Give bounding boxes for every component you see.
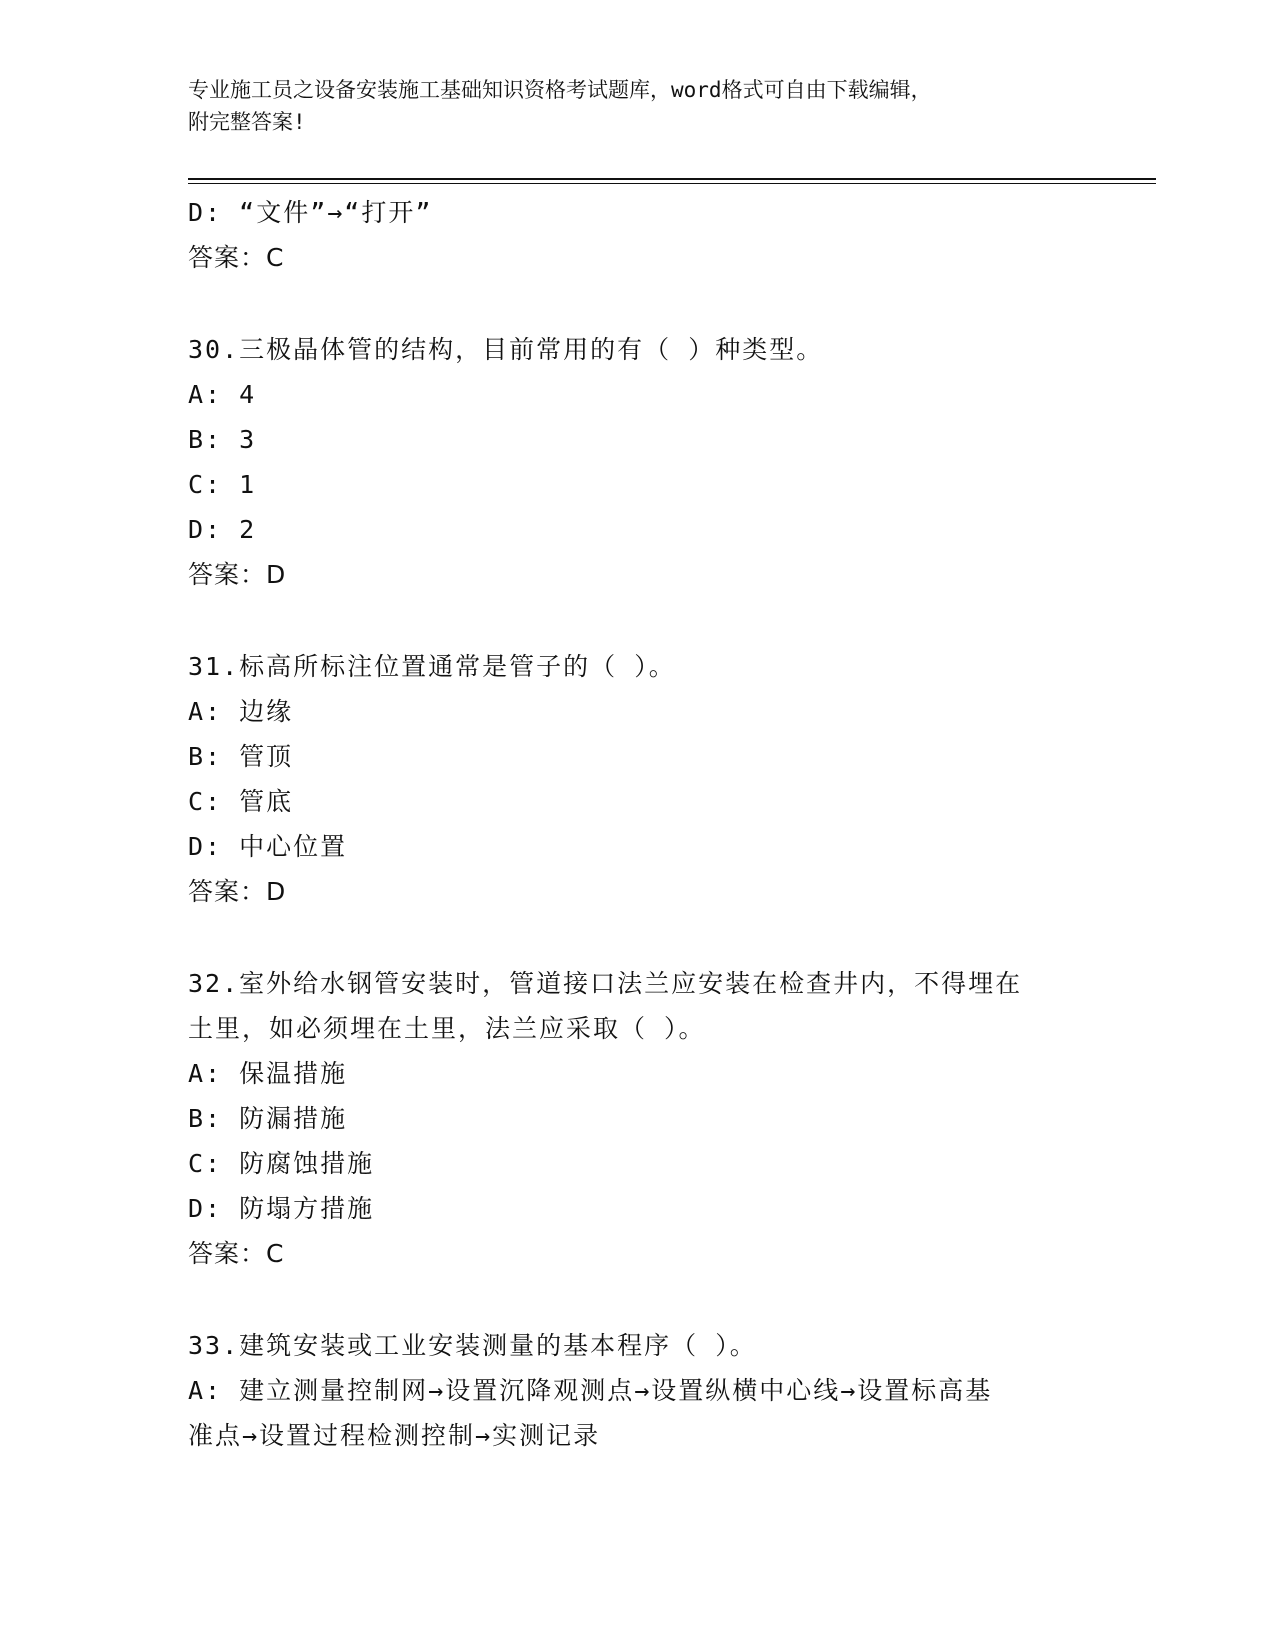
option-c: C: 1 <box>188 470 257 499</box>
answer: 答案：D <box>188 560 287 589</box>
option-a-line-2: 准点→设置过程检测控制→实测记录 <box>188 1421 601 1450</box>
answer: 答案：D <box>188 877 287 906</box>
header-divider-thick <box>188 178 1156 180</box>
question-30 <box>188 327 1088 597</box>
question-33 <box>188 1323 1088 1458</box>
option-a-line-1: A: 建立测量控制网→设置沉降观测点→设置纵横中心线→设置标高基 <box>188 1376 993 1405</box>
option-d: D: 2 <box>188 515 257 544</box>
option-b: B: 防漏措施 <box>188 1104 348 1133</box>
question-31 <box>188 644 1088 914</box>
question-list <box>188 190 1088 1458</box>
answer: 答案：C <box>188 1239 285 1268</box>
header-line-1: 专业施工员之设备安装施工基础知识资格考试题库，word格式可自由下载编辑， <box>188 78 932 102</box>
option-b: B: 3 <box>188 425 257 454</box>
question-stem-line-1: 32.室外给水钢管安装时，管道接口法兰应安装在检查井内，不得埋在 <box>188 969 1023 998</box>
prev-option-d: D: “文件”→“打开” <box>188 198 433 227</box>
option-a: A: 边缘 <box>188 697 294 726</box>
option-b: B: 管顶 <box>188 742 294 771</box>
question-stem: 30.三极晶体管的结构，目前常用的有（ ）种类型。 <box>188 335 824 364</box>
option-d: D: 中心位置 <box>188 832 348 861</box>
option-c: C: 管底 <box>188 787 294 816</box>
document-header <box>188 74 1068 138</box>
prev-answer: 答案：C <box>188 243 285 272</box>
question-32 <box>188 961 1088 1276</box>
question-stem: 31.标高所标注位置通常是管子的（ ）。 <box>188 652 676 681</box>
header-line-2: 附完整答案! <box>188 110 306 134</box>
option-a: A: 保温措施 <box>188 1059 348 1088</box>
header-divider-thin <box>188 183 1156 184</box>
option-a: A: 4 <box>188 380 257 409</box>
question-stem-line-2: 土里，如必须埋在土里，法兰应采取（ ）。 <box>188 1014 706 1043</box>
option-d: D: 防塌方措施 <box>188 1194 375 1223</box>
question-stem: 33.建筑安装或工业安装测量的基本程序（ ）。 <box>188 1331 757 1360</box>
option-c: C: 防腐蚀措施 <box>188 1149 375 1178</box>
